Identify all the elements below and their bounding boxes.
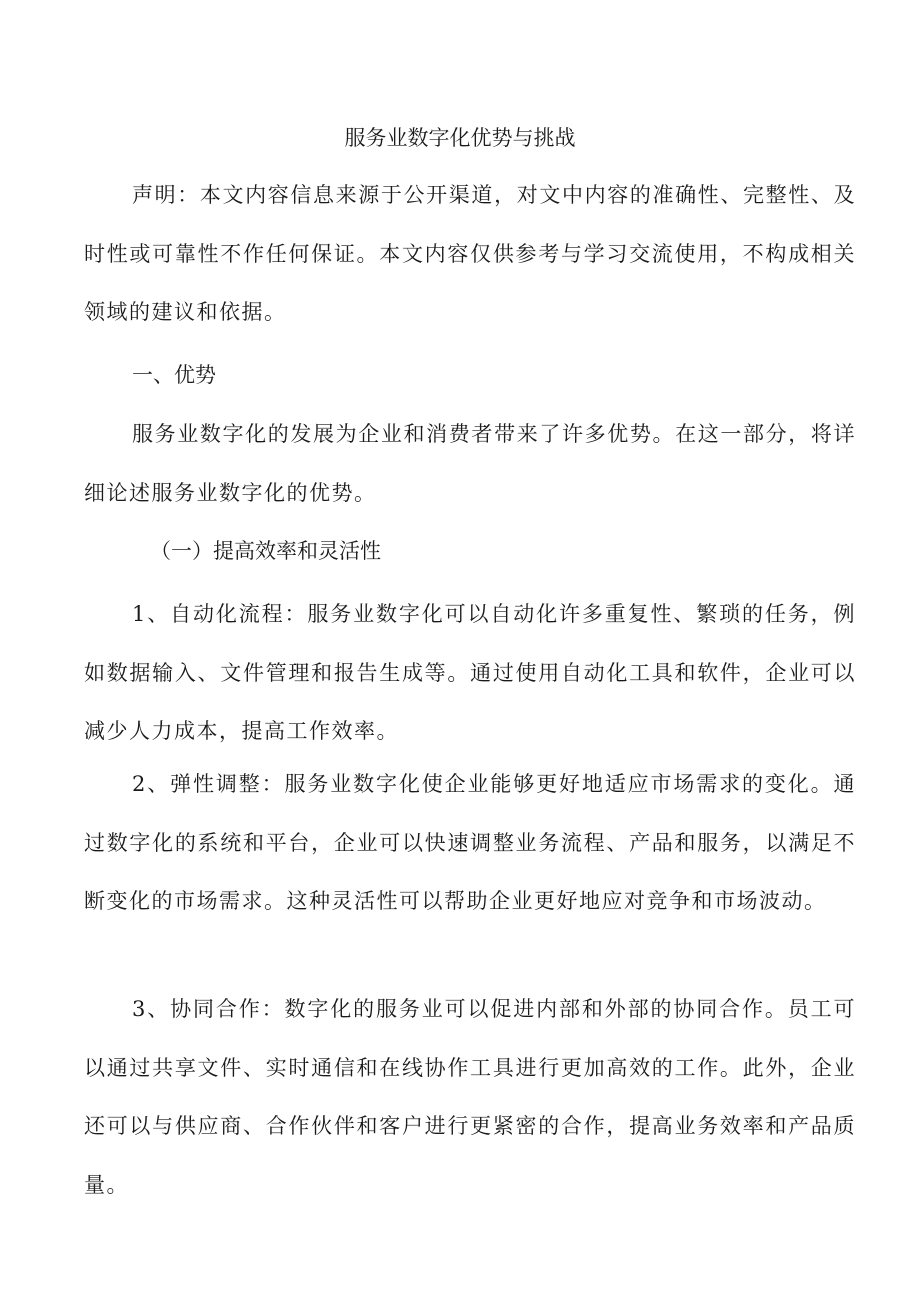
subsection-heading-efficiency: （一）提高效率和灵活性 <box>150 539 381 563</box>
list-item-collaboration: 3、协同合作：数字化的服务业可以促进内部和外部的协同合作。员工可以通过共享文件、实时通信和在线协作工具进行更加高效的工作。此外，企业还可以与供应商、合作伙伴和客户进行更紧密的合作，提高业务效率和产品质量。 <box>84 997 856 1197</box>
list-item-automation: 1、自动化流程：服务业数字化可以自动化许多重复性、繁琐的任务，例如数据输入、文件管理和报告生成等。通过使用自动化工具和软件，企业可以减少人力成本，提高工作效率。 <box>84 602 856 743</box>
disclaimer-paragraph: 声明：本文内容信息来源于公开渠道，对文中内容的准确性、完整性、及时性或可靠性不作任何保证。本文内容仅供参考与学习交流使用，不构成相关领域的建议和依据。 <box>84 183 856 324</box>
list-item-flexibility: 2、弹性调整：服务业数字化使企业能够更好地适应市场需求的变化。通过数字化的系统和平台，企业可以快速调整业务流程、产品和服务，以满足不断变化的市场需求。这种灵活性可以帮助企业更好地应对竞争和市场波动。 <box>84 772 856 913</box>
section-heading-advantages: 一、优势 <box>132 363 216 387</box>
section-intro-paragraph: 服务业数字化的发展为企业和消费者带来了许多优势。在这一部分，将详细论述服务业数字化的优势。 <box>84 422 856 505</box>
document-title: 服务业数字化优势与挑战 <box>344 126 576 150</box>
